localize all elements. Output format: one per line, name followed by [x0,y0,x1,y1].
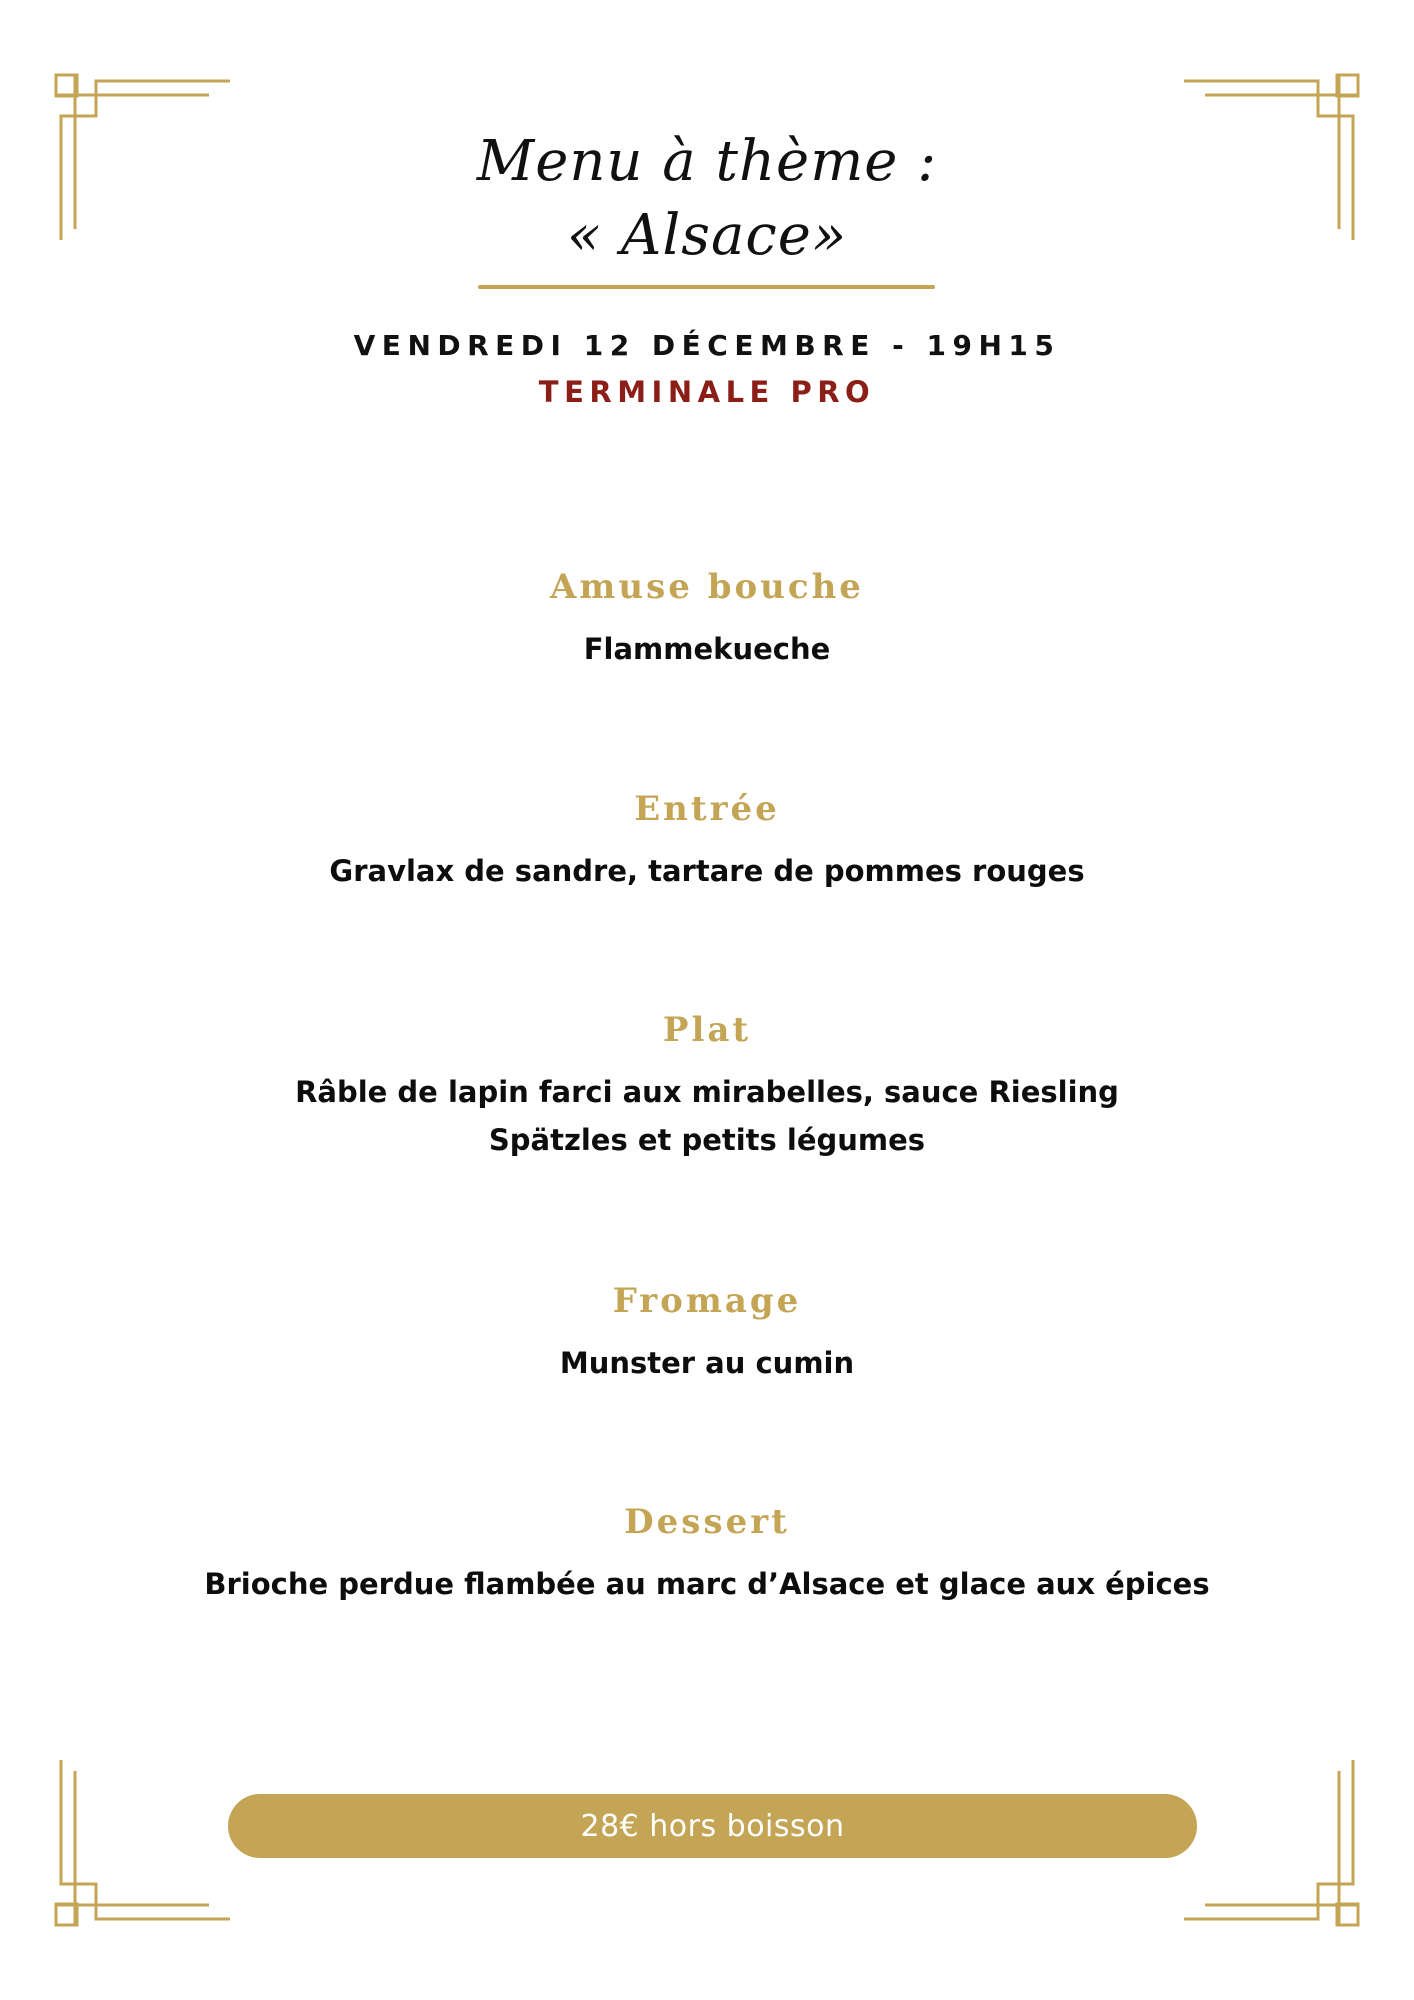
dish: Brioche perdue flambée au marc d’Alsace et glace aux épices [204,1567,1210,1601]
course-plat [0,1008,1414,1164]
course-entree [0,787,1414,895]
price-badge [228,1794,1197,1858]
course-heading: Plat [662,1010,752,1050]
price-label: 28€ hors boisson [580,1808,845,1844]
dish: Spätzles et petits légumes [488,1123,926,1157]
course-dessert [0,1500,1414,1608]
dish: Gravlax de sandre, tartare de pommes rouges [329,854,1085,888]
class-name: TERMINALE PRO [538,375,876,409]
corner-ornament-bottom-left [0,1760,240,2000]
course-heading: Fromage [612,1281,802,1321]
course-heading: Amuse bouche [550,567,864,607]
course-amuse-bouche [0,565,1414,673]
art-deco-corner-icon [1174,1760,1414,2000]
corner-ornament-bottom-right [1174,1760,1414,2000]
menu-title-line-2: « Alsace» [566,203,848,268]
dish: Flammekueche [583,632,831,666]
course-heading: Dessert [624,1502,790,1542]
dish: Râble de lapin farci aux mirabelles, sauce Riesling [295,1075,1119,1109]
course-heading: Entrée [634,789,780,829]
dish: Munster au cumin [559,1346,855,1380]
menu-title-line-1: Menu à thème : [476,129,938,194]
art-deco-corner-icon [0,1760,240,2000]
title-divider [478,285,935,289]
course-fromage [0,1279,1414,1387]
event-date-time: VENDREDI 12 DÉCEMBRE - 19H15 [353,329,1061,362]
